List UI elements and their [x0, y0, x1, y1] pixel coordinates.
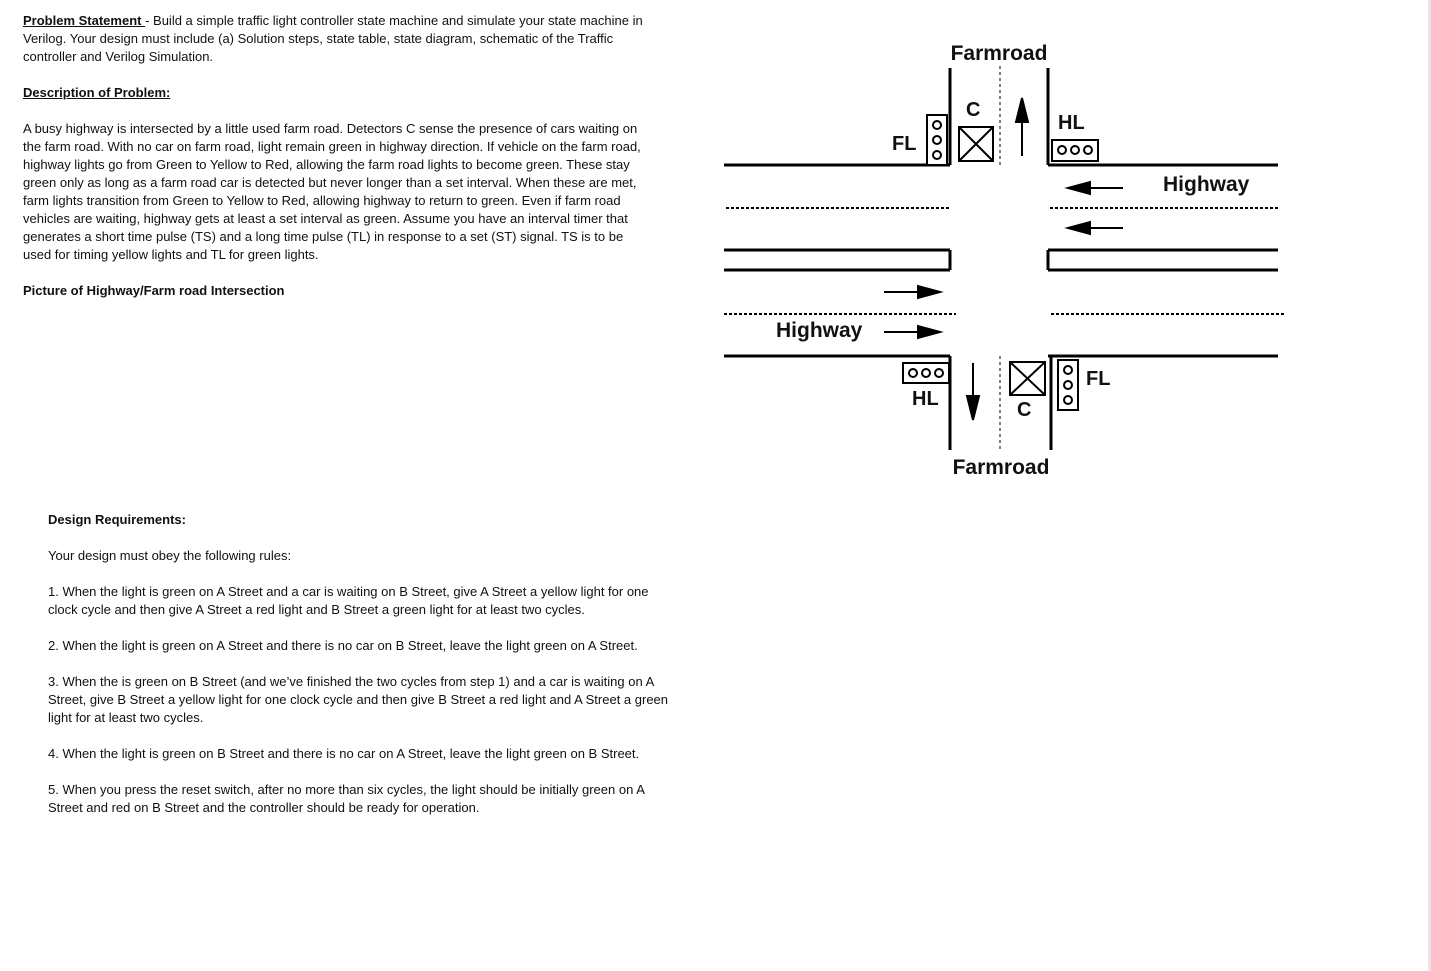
- arrow-left-icon: [1068, 222, 1123, 234]
- problem-document: [23, 12, 648, 300]
- description-heading: Description of Problem:: [23, 85, 171, 100]
- requirements-intro: Your design must obey the following rules:: [48, 548, 292, 563]
- rule-5: 5. When you press the reset switch, after no more than six cycles, the light should be initially green on A Street and red on B Street and the controller should be ready for operation.: [48, 782, 645, 815]
- highway-light-bottom: [903, 363, 949, 383]
- highway-label-left: Highway: [776, 319, 863, 342]
- fl-label-bottom: FL: [1086, 368, 1111, 390]
- highway-light-top: [1052, 140, 1098, 161]
- problem-statement: [23, 12, 648, 66]
- highway-label-right: Highway: [1163, 173, 1250, 196]
- car-detector-top: [959, 127, 993, 161]
- farm-light-bottom: [1058, 360, 1078, 410]
- description-text: A busy highway is intersected by a little used farm road. Detectors C sense the presence of cars waiting on the farm road. With no car on farm road, light remain green in highway direction. If vehicle on the farm road, highway lights go from Green to Yellow to Red, allowing the farm road lights to become green. These stay green only as long as a farm road car is detected but never longer than a set interval. When these are met, farm lights transition from Green to Yellow to Red, allowing highway to return to green. Even if farm road vehicles are waiting, highway gets at least a set interval as green. Assume you have an interval timer that generates a short time pulse (TS) and a long time pulse (TL) in response to a set (ST) signal. TS is to be used for timing yellow lights and TL for green lights.: [23, 121, 641, 262]
- rule-4: 4. When the light is green on B Street and there is no car on A Street, leave the light green on B Street.: [48, 746, 640, 761]
- hl-label-top: HL: [1058, 112, 1085, 134]
- requirements-heading: Design Requirements:: [48, 512, 186, 527]
- arrow-down-icon: [967, 363, 979, 420]
- intersection-diagram: [718, 30, 1288, 485]
- farmroad-label-bottom: Farmroad: [952, 456, 1050, 479]
- rule-2: 2. When the light is green on A Street and there is no car on B Street, leave the light green on A Street.: [48, 638, 638, 653]
- farm-light-top: [927, 115, 947, 165]
- problem-text: - Build a simple traffic light controller state machine and simulate your state machine in Verilog. Your design must include (a) Solution steps, state table, state diagram, schematic of the Traffic controller and Verilog Simulation.: [23, 13, 643, 64]
- lane-dividers: [724, 208, 1284, 314]
- arrow-right-icon: [884, 326, 940, 338]
- picture-caption: Picture of Highway/Farm road Intersection: [23, 283, 285, 298]
- car-detector-bottom: [1010, 362, 1045, 395]
- arrow-right-icon: [884, 286, 940, 298]
- road-edges: [724, 68, 1278, 450]
- arrow-left-icon: [1068, 182, 1123, 194]
- rule-1: 1. When the light is green on A Street and a car is waiting on B Street, give A Street a yellow light for one clock cycle and then give A Street a red light and B Street a green light for at least two cycles.: [48, 584, 649, 617]
- fl-label-top: FL: [892, 133, 917, 155]
- hl-label-bottom: HL: [912, 388, 939, 410]
- requirements-section: [48, 511, 678, 817]
- farmroad-label-top: Farmroad: [950, 42, 1048, 65]
- rule-3: 3. When the is green on B Street (and we’ve finished the two cycles from step 1) and a car is waiting on A Street, give B Street a yellow light for one clock cycle and then give B Street a red light and A Street a green light for at least two cycles.: [48, 674, 669, 725]
- c-label-bottom: C: [1017, 399, 1032, 421]
- c-label-top: C: [966, 99, 981, 121]
- problem-heading: Problem Statement: [23, 13, 146, 28]
- arrow-up-icon: [1016, 98, 1028, 156]
